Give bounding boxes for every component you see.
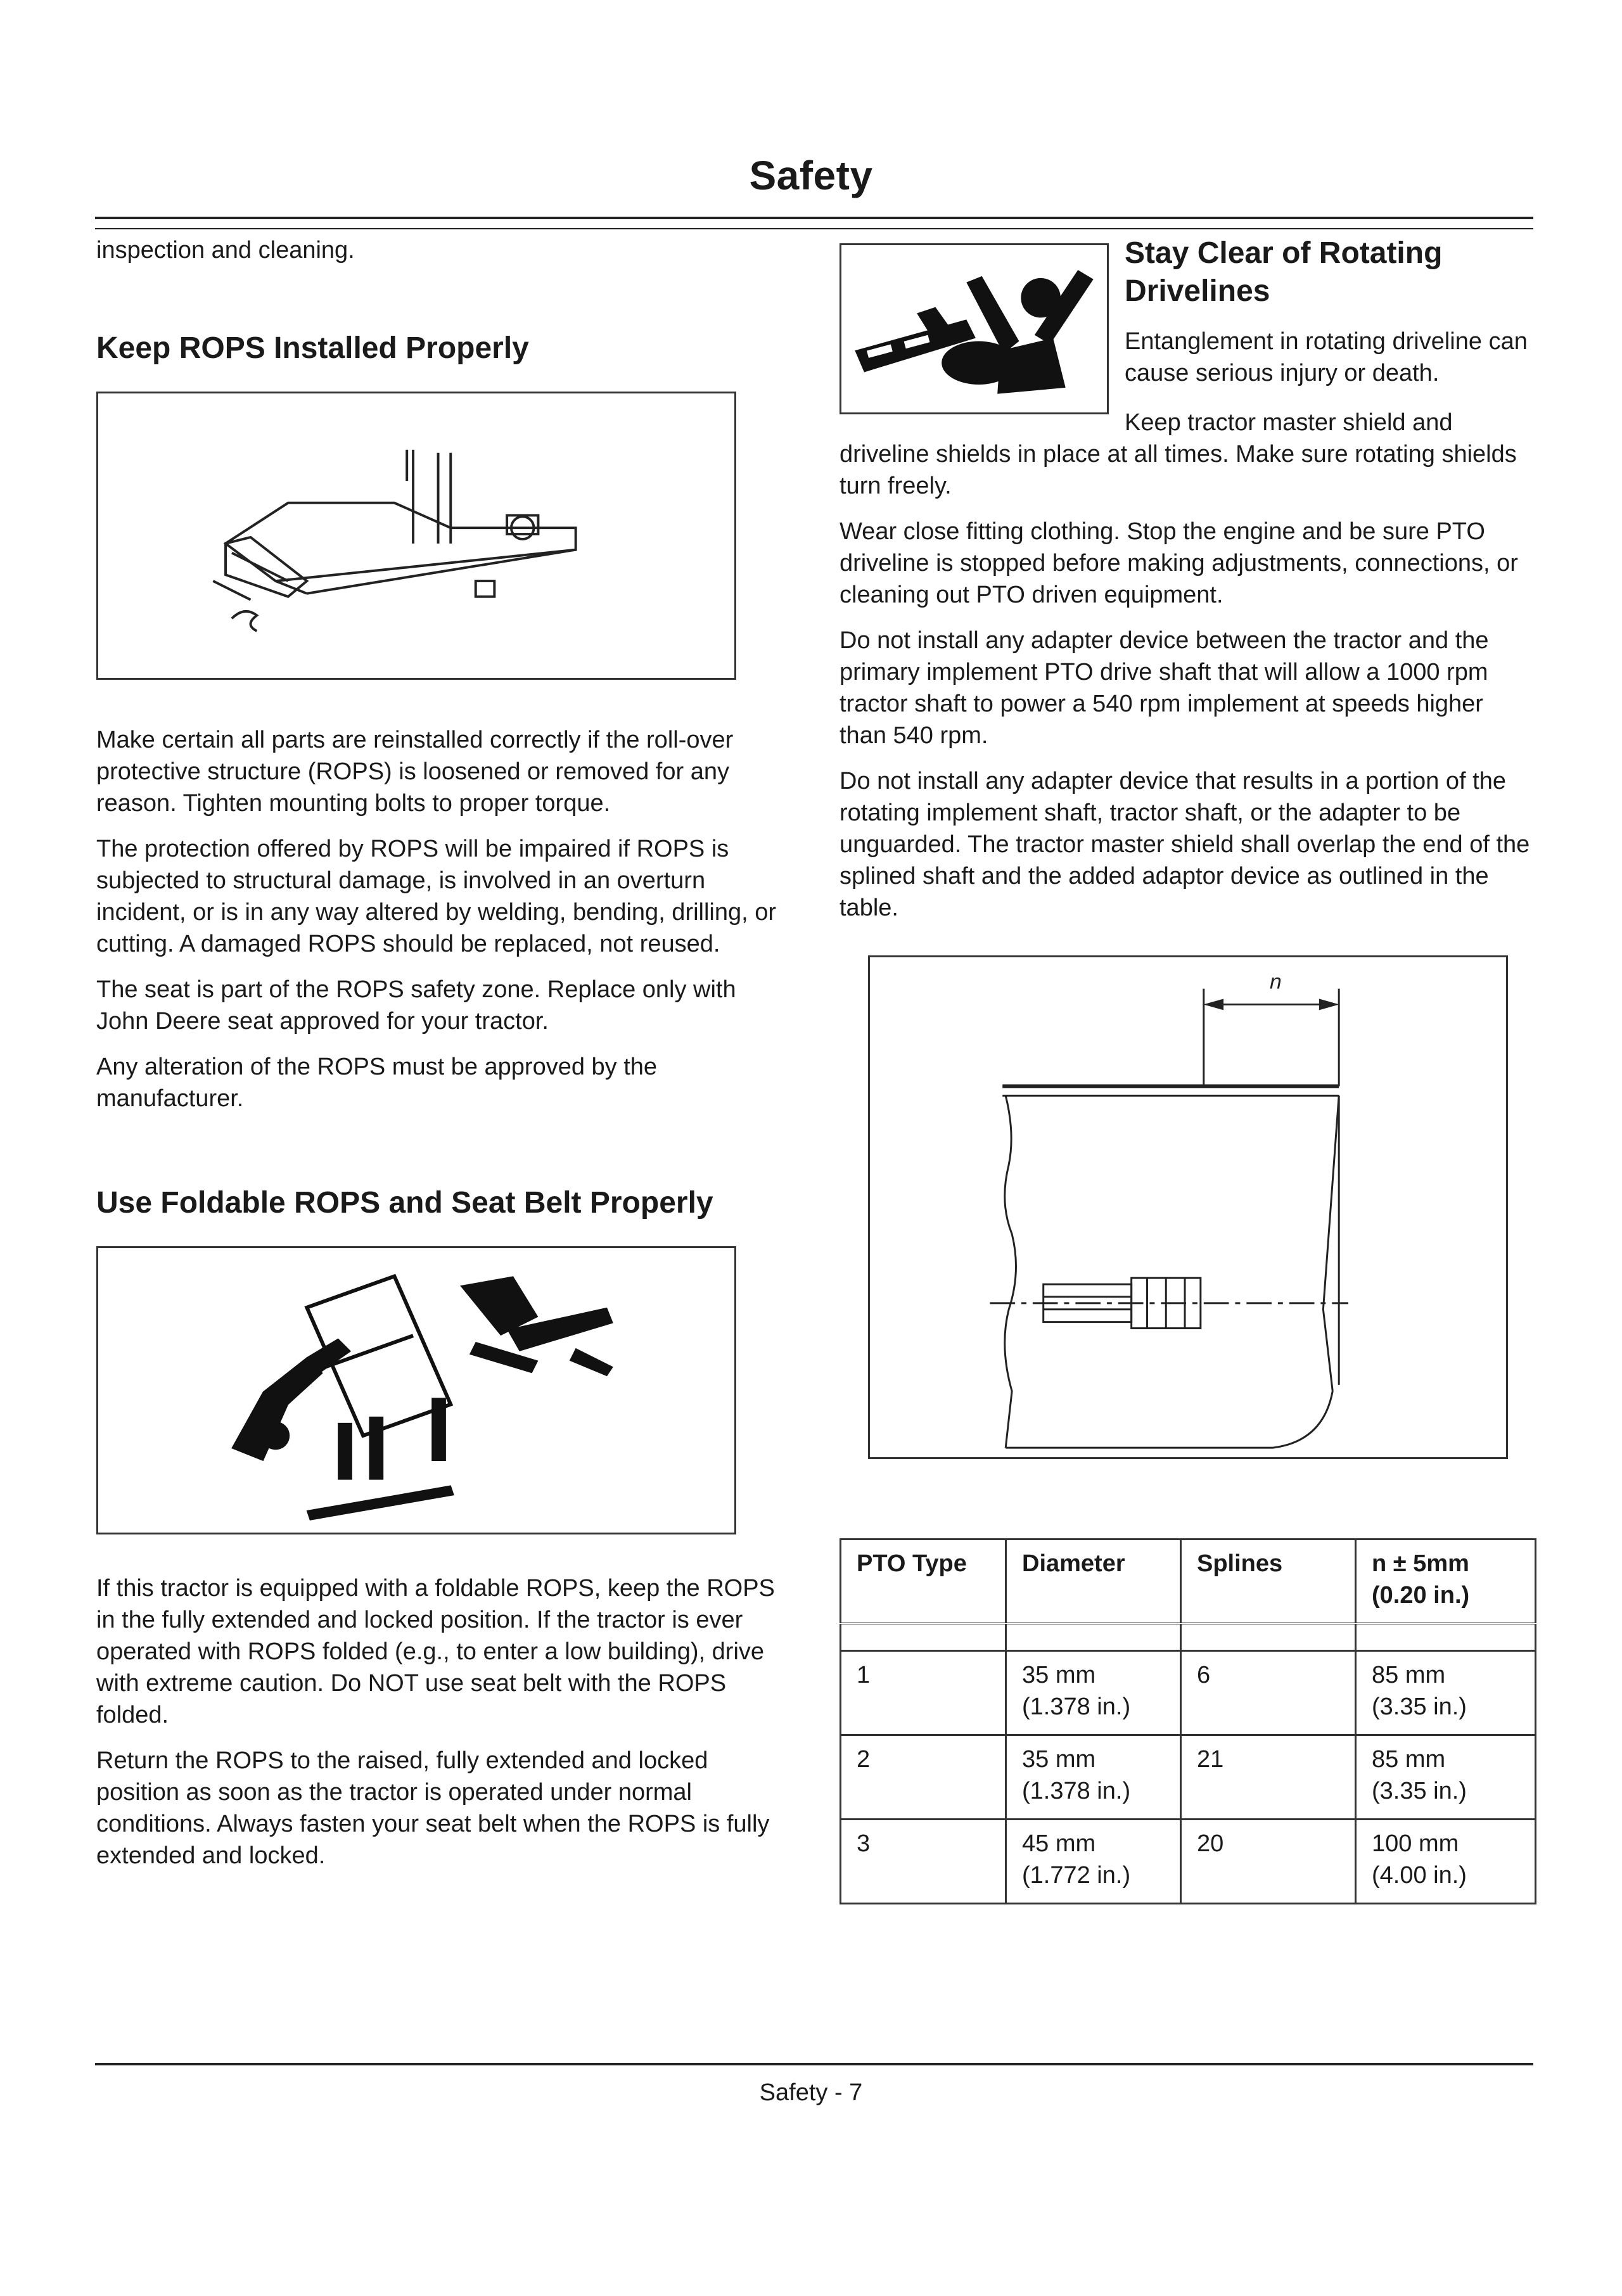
rops-bolt-figure [96,392,736,680]
rops-para-4: Any alteration of the ROPS must be approved by the manufacturer. [96,1054,658,1112]
table-row [841,1820,1536,1904]
page-footer: Safety - 7 [759,2079,863,2106]
table-row [841,1735,1536,1820]
rops-para-1: Make certain all parts are reinstalled correctly if the roll-over protective structure (ROPS) is loosened or removed for any reason. Tighten mounting bolts to proper torque. [96,727,734,817]
footer-rule [95,2063,1533,2065]
cell-n-mm: 85 mm [1372,1662,1446,1688]
cell-type: 2 [841,1735,1006,1820]
entanglement-warning-icon [841,245,1107,412]
cell-splines: 21 [1181,1735,1356,1820]
foldable-para-2: Return the ROPS to the raised, fully extended and locked position as soon as the tractor is operated under normal conditions. Always fasten your seat belt when the ROPS is fully extended and locked. [96,1747,770,1869]
cell-n-mm: 85 mm [1372,1746,1446,1773]
cell-dia-in: (1.378 in.) [1022,1693,1131,1720]
driveline-warning-text: Entanglement in rotating driveline can cause serious injury or death. [1125,328,1528,386]
rops-para-2: The protection offered by ROPS will be impaired if ROPS is subjected to structural damage, is involved in an overturn incident, or is in any way altered by welding, bending, drilling, or cutting. A damaged ROPS should be replaced, not reused. [96,836,777,957]
cell-dia-mm: 45 mm [1022,1830,1096,1857]
pto-shield-diagram [868,955,1508,1459]
cell-splines: 20 [1181,1820,1356,1904]
driveline-warning-figure [840,243,1109,414]
intro-text: inspection and cleaning. [96,237,355,264]
th-pto-type: PTO Type [841,1540,1006,1624]
cell-dia-mm: 35 mm [1022,1662,1096,1688]
driveline-heading: Stay Clear of Rotating Drivelines [1125,236,1443,308]
table-header-row [841,1540,1536,1624]
rops-heading: Keep ROPS Installed Properly [96,331,529,365]
cell-splines: 6 [1181,1651,1356,1735]
pto-shaft-illustration [870,957,1506,1457]
driveline-para-4: Do not install any adapter device that results in a portion of the rotating implement shaft, tractor shaft, or the adapter to be unguarded. The tractor master shield shall overlap the end of the splined shaft and the added adaptor device as outlined in the table. [840,768,1530,921]
cell-dia-in: (1.378 in.) [1022,1778,1131,1804]
foldable-rops-figure [96,1246,736,1534]
th-n-line1: n ± 5mm [1372,1550,1469,1577]
diagram-label-n: n [1270,969,1282,994]
th-splines: Splines [1181,1540,1356,1624]
foldable-rops-heading: Use Foldable ROPS and Seat Belt Properly [96,1186,713,1220]
cell-n-in: (3.35 in.) [1372,1778,1467,1804]
left-column [96,234,787,1885]
table-row [841,1651,1536,1735]
cell-n [1356,1651,1536,1735]
cell-dia-mm: 35 mm [1022,1746,1096,1773]
driveline-para-2: Wear close fitting clothing. Stop the engine and be sure PTO driveline is stopped before making adjustments, connections, or cleaning out PTO driven equipment. [840,518,1518,608]
cell-n-in: (3.35 in.) [1372,1693,1467,1720]
cell-dia-in: (1.772 in.) [1022,1862,1131,1889]
cell-n [1356,1820,1536,1904]
right-column [840,234,1533,1904]
cell-diameter [1006,1820,1181,1904]
cell-diameter [1006,1735,1181,1820]
cell-n-mm: 100 mm [1372,1830,1459,1857]
cell-type: 3 [841,1820,1006,1904]
th-diameter: Diameter [1006,1540,1181,1624]
table-gap-row [841,1624,1536,1651]
cell-diameter [1006,1651,1181,1735]
page-title: Safety [749,153,873,198]
cell-n [1356,1735,1536,1820]
driveline-para-1: Keep tractor master shield and driveline shields in place at all times. Make sure rotating shields turn freely. [840,409,1517,499]
foldable-para-1: If this tractor is equipped with a foldable ROPS, keep the ROPS in the fully extended and locked position. If the tractor is ever operated with ROPS folded (e.g., to enter a low building), drive with extreme caution. Do NOT use seat belt with the ROPS folded. [96,1575,775,1728]
th-n-line2: (0.20 in.) [1372,1582,1470,1609]
title-rule [95,217,1533,229]
th-n [1356,1540,1536,1624]
cell-n-in: (4.00 in.) [1372,1862,1467,1889]
pto-spec-table [840,1538,1536,1904]
rops-para-3: The seat is part of the ROPS safety zone. Replace only with John Deere seat approved for your tractor. [96,976,736,1035]
overturn-warning-icon [98,1248,734,1533]
driveline-para-3: Do not install any adapter device between the tractor and the primary implement PTO drive shaft that will allow a 1000 rpm tractor shaft to power a 540 rpm implement at speeds higher than 540 rpm. [840,627,1489,749]
cell-type: 1 [841,1651,1006,1735]
rops-mount-illustration [98,393,734,678]
